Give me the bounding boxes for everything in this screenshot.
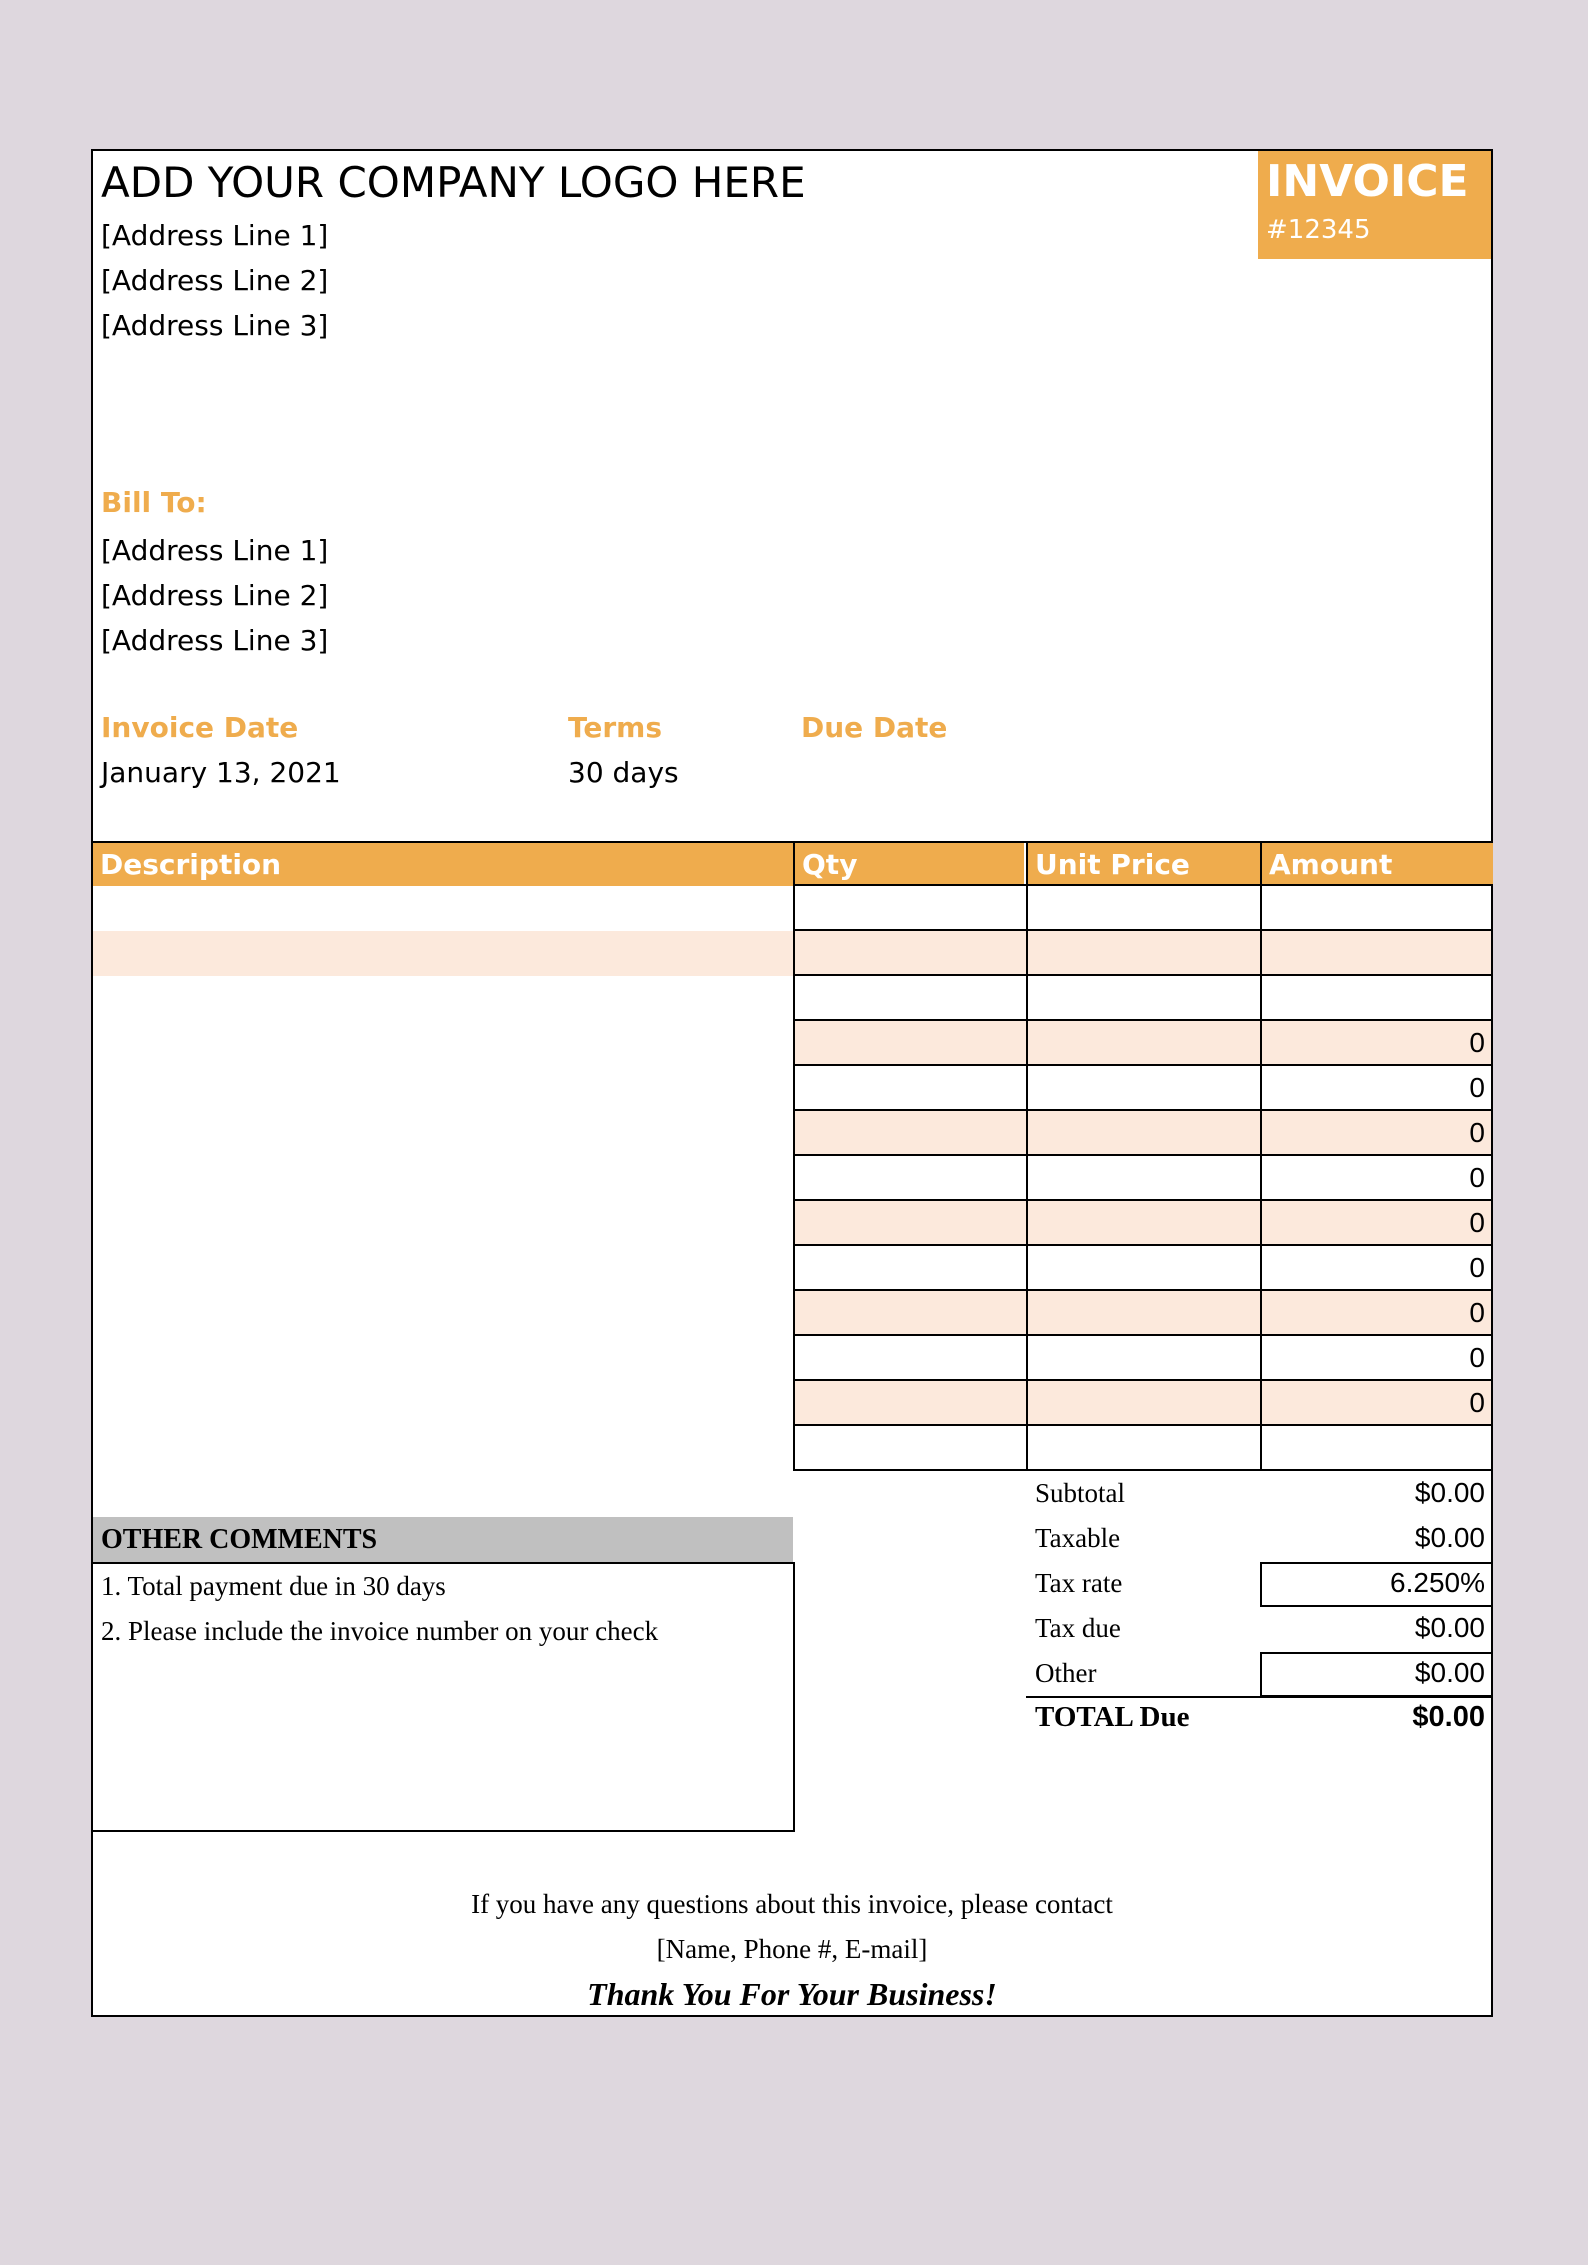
amount-cell [1260, 1426, 1493, 1471]
comments-box[interactable] [93, 1562, 795, 1832]
unit-price-cell[interactable] [1026, 931, 1260, 976]
table-row [793, 1201, 1493, 1246]
subtotal-value: $0.00 [1414, 1477, 1485, 1508]
tax-rate-label: Tax rate [1035, 1568, 1123, 1598]
table-row [793, 1381, 1493, 1426]
unit-price-cell[interactable] [1026, 1021, 1260, 1066]
unit-price-cell[interactable] [1026, 1111, 1260, 1156]
qty-cell[interactable] [793, 886, 1026, 931]
company-address-line-2: [Address Line 2] [101, 264, 329, 297]
comment-line-1: 1. Total payment due in 30 days [101, 1571, 446, 1601]
table-row [793, 1156, 1493, 1201]
unit-price-cell[interactable] [1026, 886, 1260, 931]
header-qty: Qty [793, 843, 1024, 886]
qty-cell[interactable] [793, 1111, 1026, 1156]
table-row [793, 1291, 1493, 1336]
unit-price-cell[interactable] [1026, 1336, 1260, 1381]
other-label: Other [1035, 1658, 1097, 1688]
unit-price-cell[interactable] [1026, 1246, 1260, 1291]
other-value: $0.00 [1414, 1657, 1485, 1688]
subtotal-label: Subtotal [1035, 1478, 1126, 1508]
table-row [793, 976, 1493, 1021]
qty-cell[interactable] [793, 1336, 1026, 1381]
amount-cell: 0 [1260, 1336, 1493, 1381]
qty-cell[interactable] [793, 1201, 1026, 1246]
footer-contact: [Name, Phone #, E-mail] [656, 1934, 928, 1964]
qty-cell[interactable] [793, 1156, 1026, 1201]
table-row [793, 1066, 1493, 1111]
amount-cell: 0 [1260, 1291, 1493, 1336]
company-logo-placeholder: ADD YOUR COMPANY LOGO HERE [101, 158, 806, 207]
qty-cell[interactable] [793, 976, 1026, 1021]
table-row [793, 886, 1493, 931]
unit-price-cell[interactable] [1026, 976, 1260, 1021]
terms-value: 30 days [568, 756, 679, 789]
description-cell[interactable] [93, 931, 793, 976]
qty-cell[interactable] [793, 1066, 1026, 1111]
header-description: Description [93, 843, 793, 886]
qty-cell[interactable] [793, 1246, 1026, 1291]
amount-cell: 0 [1260, 1246, 1493, 1291]
company-address-line-1: [Address Line 1] [101, 219, 329, 252]
amount-cell: 0 [1260, 1156, 1493, 1201]
table-row [793, 1111, 1493, 1156]
qty-cell[interactable] [793, 931, 1026, 976]
bill-to-label: Bill To: [101, 486, 207, 519]
footer-question: If you have any questions about this invoice, please contact [471, 1889, 1113, 1919]
amount-cell: 0 [1260, 1201, 1493, 1246]
company-address-line-3: [Address Line 3] [101, 309, 329, 342]
invoice-page [91, 149, 1493, 2017]
tax-due-label: Tax due [1035, 1613, 1121, 1643]
unit-price-cell[interactable] [1026, 1426, 1260, 1471]
bill-to-address-line-1: [Address Line 1] [101, 534, 329, 567]
tax-rate-value: 6.250% [1390, 1567, 1485, 1598]
amount-cell [1260, 886, 1493, 931]
invoice-date-label: Invoice Date [101, 711, 299, 744]
amount-cell: 0 [1260, 1381, 1493, 1426]
table-row [793, 1021, 1493, 1066]
unit-price-cell[interactable] [1026, 1156, 1260, 1201]
unit-price-cell[interactable] [1026, 1291, 1260, 1336]
bill-to-address-line-2: [Address Line 2] [101, 579, 329, 612]
table-row [793, 1426, 1493, 1471]
invoice-title: INVOICE [1266, 156, 1469, 207]
unit-price-cell[interactable] [1026, 1066, 1260, 1111]
due-date-label: Due Date [801, 711, 948, 744]
amount-cell: 0 [1260, 1066, 1493, 1111]
other-comments-heading: OTHER COMMENTS [93, 1517, 793, 1562]
qty-cell[interactable] [793, 1291, 1026, 1336]
footer-thanks: Thank You For Your Business! [587, 1976, 997, 2012]
terms-label: Terms [568, 711, 663, 744]
bill-to-address-line-3: [Address Line 3] [101, 624, 329, 657]
invoice-number: #12345 [1266, 215, 1371, 245]
table-row [793, 931, 1493, 976]
line-items-grid [793, 886, 1493, 1471]
comment-line-2: 2. Please include the invoice number on your check [101, 1616, 659, 1646]
header-unit-price: Unit Price [1026, 843, 1260, 886]
taxable-value: $0.00 [1414, 1522, 1485, 1553]
amount-cell [1260, 931, 1493, 976]
taxable-label: Taxable [1035, 1523, 1121, 1553]
total-due-label: TOTAL Due [1035, 1701, 1190, 1733]
invoice-badge [1258, 151, 1491, 259]
total-due-value: $0.00 [1412, 1701, 1485, 1733]
invoice-date-value: January 13, 2021 [101, 756, 341, 789]
description-cell[interactable] [93, 886, 793, 931]
unit-price-cell[interactable] [1026, 1381, 1260, 1426]
table-row [793, 1336, 1493, 1381]
table-row [793, 1246, 1493, 1291]
header-amount: Amount [1260, 843, 1493, 886]
qty-cell[interactable] [793, 1426, 1026, 1471]
tax-due-value: $0.00 [1414, 1612, 1485, 1643]
qty-cell[interactable] [793, 1021, 1026, 1066]
amount-cell: 0 [1260, 1021, 1493, 1066]
amount-cell [1260, 976, 1493, 1021]
amount-cell: 0 [1260, 1111, 1493, 1156]
qty-cell[interactable] [793, 1381, 1026, 1426]
unit-price-cell[interactable] [1026, 1201, 1260, 1246]
